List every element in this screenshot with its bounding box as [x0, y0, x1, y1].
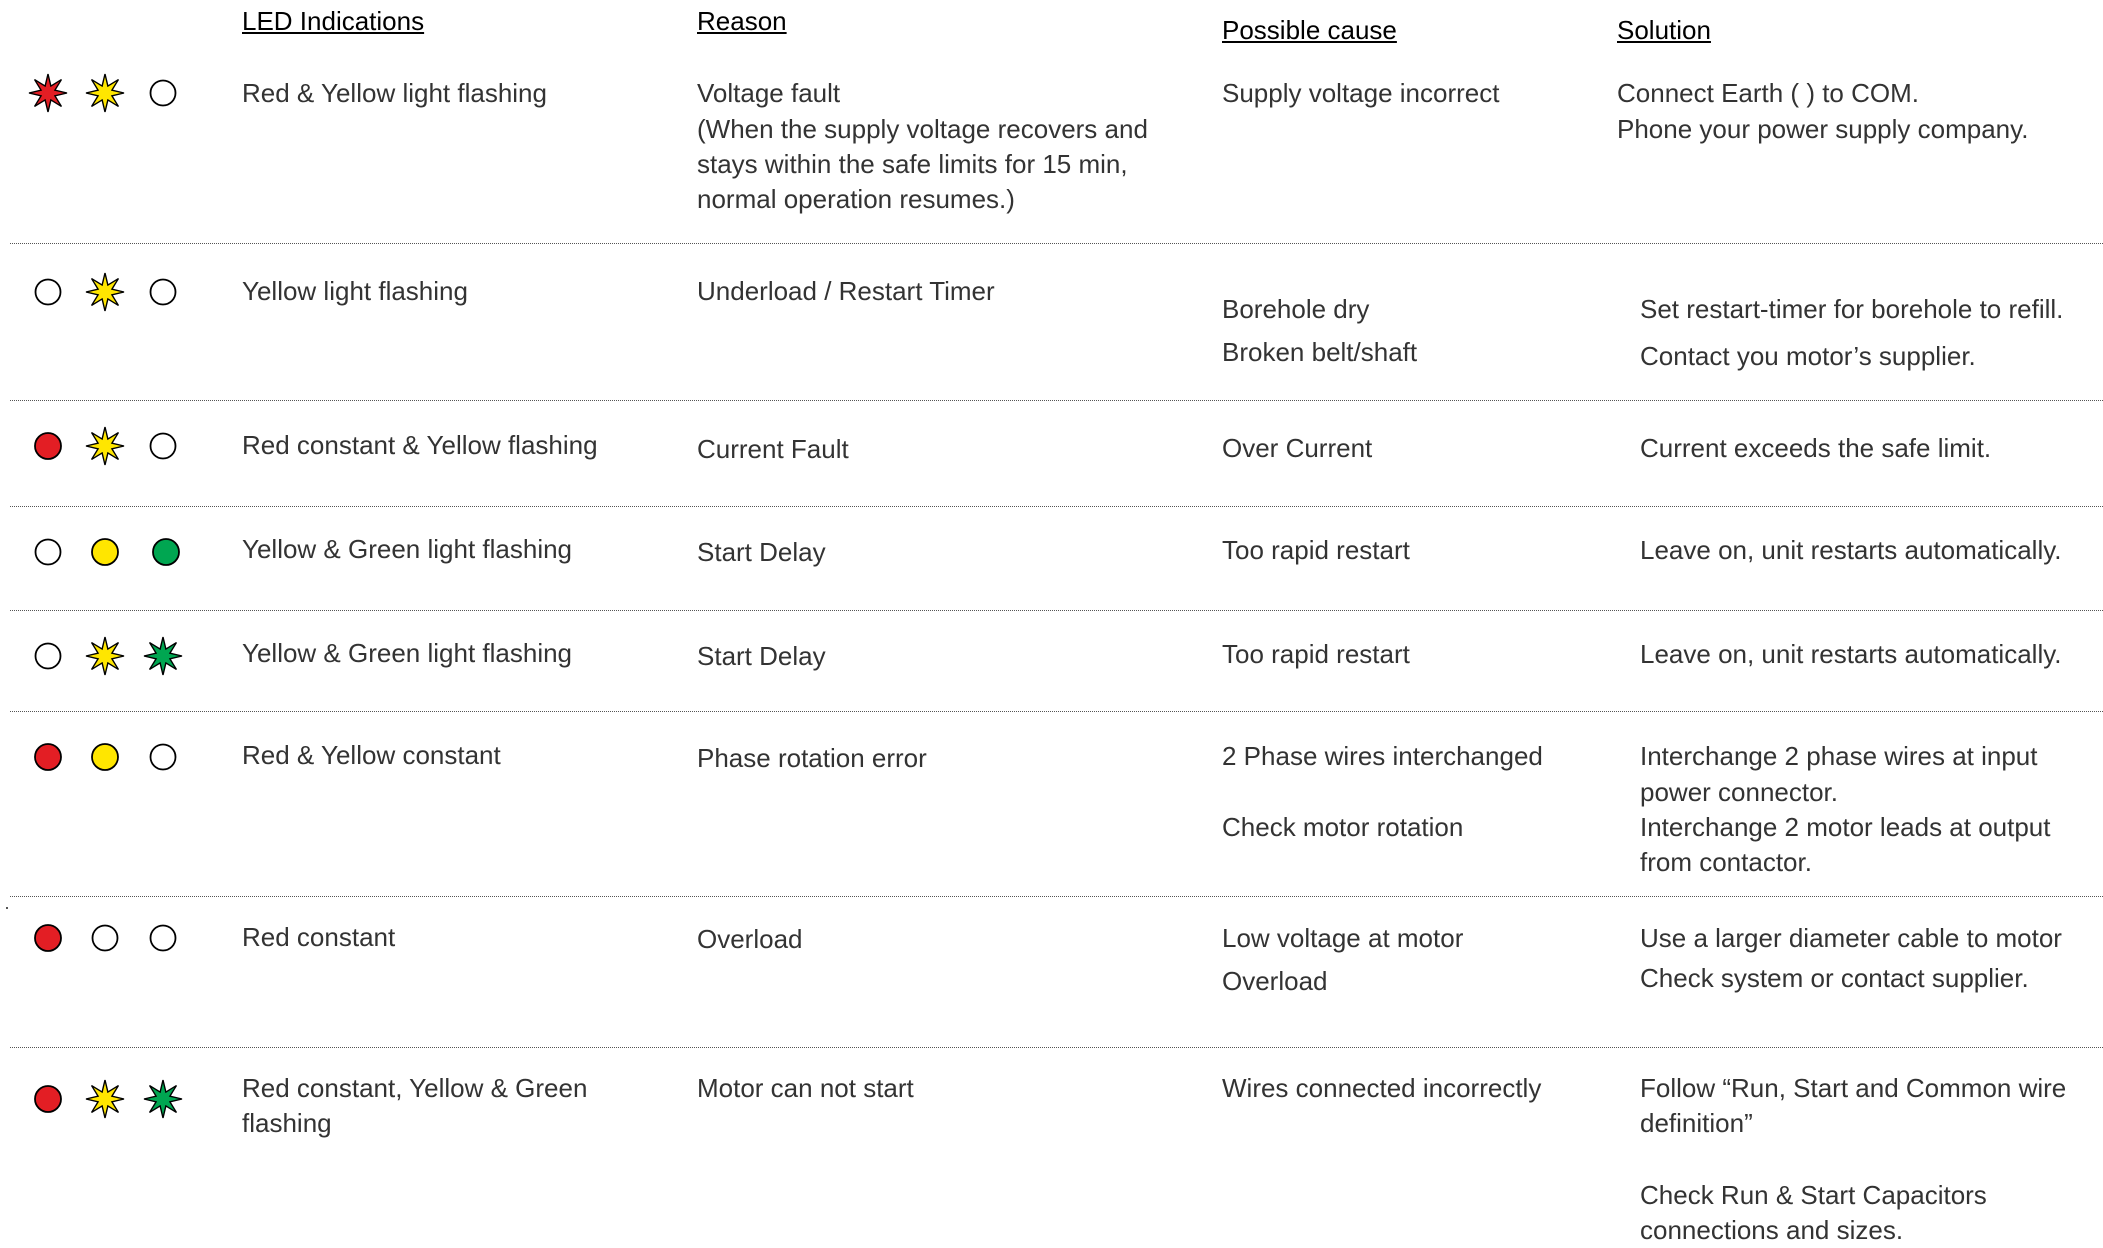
led-red-constant-icon: [28, 918, 68, 958]
solution-text: Contact you motor’s supplier.: [1640, 341, 1976, 371]
header-possible-cause: Possible cause: [1222, 15, 1397, 45]
indication-text: Yellow light flashing: [242, 276, 468, 306]
solution-text: definition”: [1640, 1108, 1753, 1138]
solution-text: Follow “Run, Start and Common wire: [1640, 1073, 2067, 1103]
led-green-flashing-icon: [143, 636, 183, 676]
indication-text: Yellow & Green light flashing: [242, 534, 573, 564]
led-off-icon: [143, 426, 183, 466]
led-yellow-constant-icon: [85, 532, 125, 572]
header-solution: Solution: [1617, 15, 1711, 45]
reason-text: Motor can not start: [697, 1073, 914, 1103]
row-divider: [10, 243, 2103, 244]
solution-text: Current exceeds the safe limit.: [1640, 433, 1992, 463]
cause-text: Borehole dry: [1222, 294, 1370, 324]
led-off-icon: [28, 272, 68, 312]
indication-text: Red constant, Yellow & Green: [242, 1073, 588, 1103]
led-green-constant-icon: [146, 532, 186, 572]
reason-text: Current Fault: [697, 434, 849, 464]
solution-text: Use a larger diameter cable to motor: [1640, 923, 2062, 953]
led-yellow-flashing-icon: [85, 426, 125, 466]
led-yellow-flashing-icon: [85, 73, 125, 113]
reason-text: normal operation resumes.): [697, 184, 1015, 214]
led-yellow-flashing-icon: [85, 1079, 125, 1119]
row-divider: [10, 610, 2103, 611]
led-red-constant-icon: [28, 737, 68, 777]
reason-text: Start Delay: [697, 537, 826, 567]
led-red-constant-icon: [28, 426, 68, 466]
cause-text: Overload: [1222, 966, 1328, 996]
led-off-icon: [143, 737, 183, 777]
cause-text: Low voltage at motor: [1222, 923, 1464, 953]
header-led-indications: LED Indications: [242, 6, 425, 36]
solution-text: from contactor.: [1640, 847, 1812, 877]
row-divider: [10, 506, 2103, 507]
indication-text: Yellow & Green light flashing: [242, 638, 573, 668]
row-divider: [10, 896, 2103, 897]
solution-text: Interchange 2 phase wires at input: [1640, 741, 2038, 771]
row-divider: [10, 400, 2103, 401]
reason-text: Start Delay: [697, 641, 826, 671]
solution-text: Interchange 2 motor leads at output: [1640, 812, 2051, 842]
indication-text: flashing: [242, 1108, 332, 1138]
led-off-icon: [143, 918, 183, 958]
solution-text: Check system or contact supplier.: [1640, 963, 2029, 993]
solution-text: Check Run & Start Capacitors: [1640, 1180, 1987, 1210]
led-yellow-constant-icon: [85, 737, 125, 777]
row-divider: [10, 711, 2103, 712]
cause-text: 2 Phase wires interchanged: [1222, 741, 1543, 771]
solution-text: connections and sizes.: [1640, 1215, 1904, 1245]
indication-text: Red constant: [242, 922, 396, 952]
led-red-flashing-icon: [28, 73, 68, 113]
cause-text: Over Current: [1222, 433, 1373, 463]
cause-text: Broken belt/shaft: [1222, 337, 1418, 367]
led-off-icon: [85, 918, 125, 958]
led-yellow-flashing-icon: [85, 636, 125, 676]
led-green-flashing-icon: [143, 1079, 183, 1119]
reason-text: (When the supply voltage recovers and: [697, 114, 1148, 144]
cause-text: Too rapid restart: [1222, 535, 1410, 565]
indication-text: Red constant & Yellow flashing: [242, 430, 598, 460]
led-yellow-flashing-icon: [85, 272, 125, 312]
solution-text: power connector.: [1640, 777, 1839, 807]
solution-text: Set restart-timer for borehole to refill.: [1640, 294, 2064, 324]
reason-text: Phase rotation error: [697, 743, 927, 773]
led-off-icon: [28, 532, 68, 572]
reason-text: Overload: [697, 924, 803, 954]
cause-text: Check motor rotation: [1222, 812, 1464, 842]
solution-text: Leave on, unit restarts automatically.: [1640, 535, 2062, 565]
reason-text: Voltage fault: [697, 78, 841, 108]
header-reason: Reason: [697, 6, 787, 36]
solution-text: Connect Earth ( ) to COM.: [1617, 78, 1919, 108]
stray-dot: [6, 907, 8, 909]
led-off-icon: [28, 636, 68, 676]
reason-text: Underload / Restart Timer: [697, 276, 995, 306]
led-off-icon: [143, 272, 183, 312]
cause-text: Supply voltage incorrect: [1222, 78, 1500, 108]
reason-text: stays within the safe limits for 15 min,: [697, 149, 1128, 179]
solution-text: Phone your power supply company.: [1617, 114, 2029, 144]
row-divider: [10, 1047, 2103, 1048]
led-red-constant-icon: [28, 1079, 68, 1119]
cause-text: Too rapid restart: [1222, 639, 1410, 669]
solution-text: Leave on, unit restarts automatically.: [1640, 639, 2062, 669]
indication-text: Red & Yellow constant: [242, 740, 501, 770]
indication-text: Red & Yellow light flashing: [242, 78, 547, 108]
cause-text: Wires connected incorrectly: [1222, 1073, 1542, 1103]
led-off-icon: [143, 73, 183, 113]
